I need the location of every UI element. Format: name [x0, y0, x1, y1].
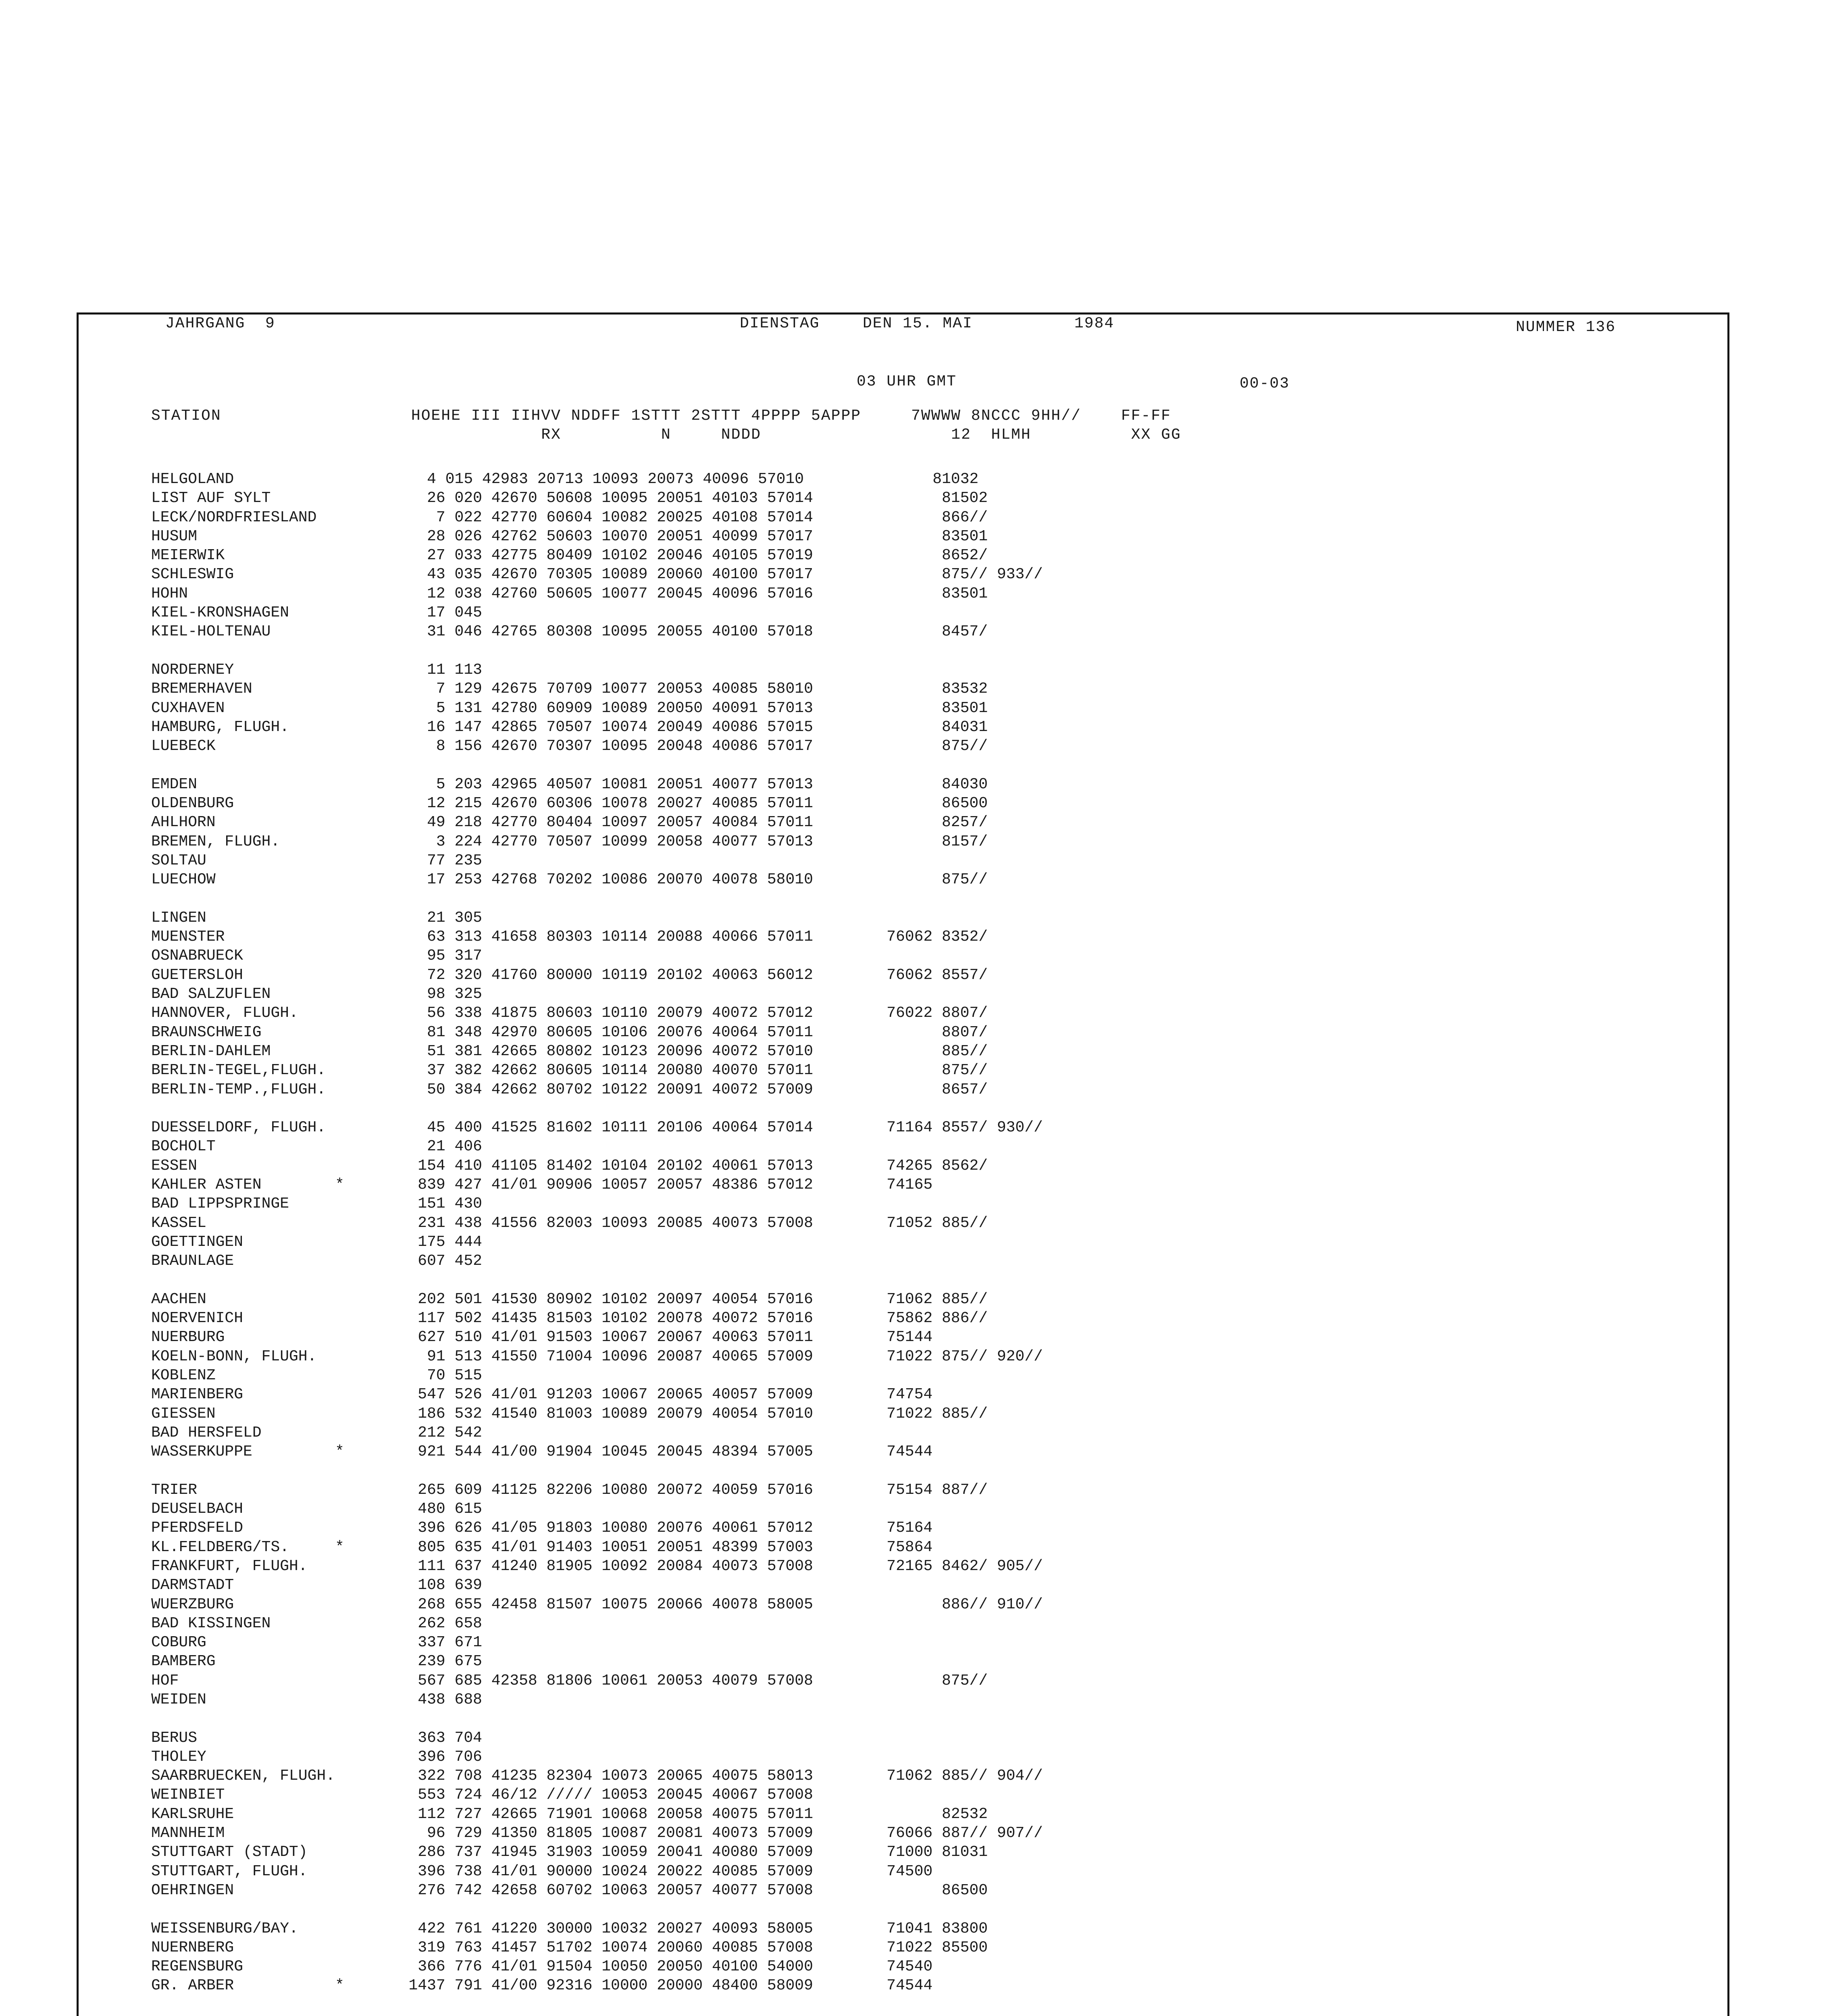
group-gap: [151, 889, 1043, 908]
station-row: WASSERKUPPE * 921 544 41/00 91904 10045 20045 48394 57005 74544: [151, 1443, 933, 1461]
station-row: LINGEN 21 305: [151, 909, 482, 927]
group-gap: [151, 1900, 1043, 1919]
station-row: BERLIN-TEGEL,FLUGH. 37 382 42662 80605 10114 20080 40070 57011 875//: [151, 1062, 988, 1079]
station-row: KIEL-KRONSHAGEN 17 045: [151, 604, 482, 622]
volume-label: JAHRGANG 9: [165, 315, 275, 332]
station-row: BREMERHAVEN 7 129 42675 70709 10077 20053 40085 58010 83532: [151, 680, 988, 698]
station-row: WUERZBURG 268 655 42458 81507 10075 20066 40078 58005 886// 910//: [151, 1595, 1043, 1613]
station-row: BAD SALZUFLEN 98 325: [151, 985, 482, 1003]
station-row: STUTTGART, FLUGH. 396 738 41/01 90000 10024 20022 40085 57009 74500: [151, 1862, 933, 1880]
station-row: AACHEN 202 501 41530 80902 10102 20097 40054 57016 71062 885//: [151, 1290, 988, 1308]
station-row: BAD HERSFELD 212 542: [151, 1424, 482, 1441]
station-row: COBURG 337 671: [151, 1634, 482, 1652]
station-row: BREMEN, FLUGH. 3 224 42770 70507 10099 20058 40077 57013 8157/: [151, 833, 988, 850]
station-row: TRIER 265 609 41125 82206 10080 20072 40059 57016 75154 887//: [151, 1481, 988, 1499]
station-table: [151, 470, 1043, 2016]
station-row: GUETERSLOH 72 320 41760 80000 10119 20102 40063 56012 76062 8557/: [151, 966, 988, 984]
station-row: DUESSELDORF, FLUGH. 45 400 41525 81602 10111 20106 40064 57014 71164 8557/ 930//: [151, 1119, 1043, 1137]
time-range: 00-03: [1240, 375, 1290, 392]
group-gap: [151, 1995, 1043, 2014]
group-gap: [151, 1099, 1043, 1118]
station-row: HUSUM 28 026 42762 50603 10070 20051 40099 57017 83501: [151, 527, 988, 545]
station-row: KOELN-BONN, FLUGH. 91 513 41550 71004 10096 20087 40065 57009 71022 875// 920//: [151, 1347, 1043, 1365]
station-row: NUERBURG 627 510 41/01 91503 10067 20067 40063 57011 75144: [151, 1329, 933, 1346]
issue-number: NUMMER 136: [1516, 319, 1616, 336]
station-row: KIEL-HOLTENAU 31 046 42765 80308 10095 20055 40100 57018 8457/: [151, 623, 988, 641]
station-row: NORDERNEY 11 113: [151, 661, 482, 679]
station-row: KOBLENZ 70 515: [151, 1366, 482, 1384]
station-row: MARIENBERG 547 526 41/01 91203 10067 20065 40057 57009 74754: [151, 1386, 933, 1404]
station-row: WEISSENBURG/BAY. 422 761 41220 30000 10032 20027 40093 58005 71041 83800: [151, 1920, 988, 1937]
station-row: LIST AUF SYLT 26 020 42670 50608 10095 20051 40103 57014 81502: [151, 489, 988, 507]
station-row: CUXHAVEN 5 131 42780 60909 10089 20050 40091 57013 83501: [151, 699, 988, 717]
station-row: LUEBECK 8 156 42670 70307 10095 20048 40086 57017 875//: [151, 737, 988, 755]
station-row: AHLHORN 49 218 42770 80404 10097 20057 40084 57011 8257/: [151, 814, 988, 831]
station-row: GOETTINGEN 175 444: [151, 1233, 482, 1251]
station-row: EMDEN 5 203 42965 40507 10081 20051 40077 57013 84030: [151, 775, 988, 793]
station-row: STUTTGART (STADT) 286 737 41945 31903 10059 20041 40080 57009 71000 81031: [151, 1843, 988, 1861]
group-gap: [151, 1270, 1043, 1289]
group-gap: [151, 641, 1043, 660]
group-gap: [151, 1709, 1043, 1728]
station-row: LECK/NORDFRIESLAND 7 022 42770 60604 10082 20025 40108 57014 866//: [151, 508, 988, 526]
station-row: BRAUNLAGE 607 452: [151, 1252, 482, 1270]
station-row: HOHN 12 038 42760 50605 10077 20045 40096 57016 83501: [151, 585, 988, 602]
date-label: DEN 15. MAI: [863, 315, 973, 332]
station-row: WEIDEN 438 688: [151, 1691, 482, 1708]
station-row: BERLIN-DAHLEM 51 381 42665 80802 10123 20096 40072 57010 885//: [151, 1042, 988, 1060]
station-row: DEUSELBACH 480 615: [151, 1500, 482, 1518]
station-row: NOERVENICH 117 502 41435 81503 10102 20078 40072 57016 75862 886//: [151, 1310, 988, 1327]
station-row: HELGOLAND 4 015 42983 20713 10093 20073 40096 57010 81032: [151, 471, 979, 488]
station-row: MEIERWIK 27 033 42775 80409 10102 20046 40105 57019 8652/: [151, 547, 988, 564]
station-row: HAMBURG, FLUGH. 16 147 42865 70507 10074 20049 40086 57015 84031: [151, 718, 988, 736]
station-row: DARMSTADT 108 639: [151, 1577, 482, 1594]
station-row: BRAUNSCHWEIG 81 348 42970 80605 10106 20076 40064 57011 8807/: [151, 1023, 988, 1041]
station-row: SOLTAU 77 235: [151, 852, 482, 869]
station-row: [151, 2014, 1043, 2016]
station-row: OSNABRUECK 95 317: [151, 947, 482, 965]
weather-report-sheet: [77, 312, 1729, 2016]
group-gap: [151, 1461, 1043, 1480]
station-row: THOLEY 396 706: [151, 1748, 482, 1766]
station-row: BERUS 363 704: [151, 1729, 482, 1747]
weekday-label: DIENSTAG: [740, 315, 820, 332]
station-row: KARLSRUHE 112 727 42665 71901 10068 20058 40075 57011 82532: [151, 1805, 988, 1823]
station-row: NUERNBERG 319 763 41457 51702 10074 20060 40085 57008 71022 85500: [151, 1939, 988, 1956]
column-header-line-1: STATION HOEHE III IIHVV NDDFF 1STTT 2STTT 4PPPP 5APPP 7WWWW 8NCCC 9HH// FF-FF: [151, 407, 1171, 425]
station-row: HANNOVER, FLUGH. 56 338 41875 80603 10110 20079 40072 57012 76022 8807/: [151, 1004, 988, 1022]
column-header-line-2: RX N NDDD 12 HLMH XX GG: [151, 426, 1181, 444]
station-row: SCHLESWIG 43 035 42670 70305 10089 20060 40100 57017 875// 933//: [151, 566, 1043, 583]
station-row: MUENSTER 63 313 41658 80303 10114 20088 40066 57011 76062 8352/: [151, 928, 988, 946]
station-row: SAARBRUECKEN, FLUGH. 322 708 41235 82304 10073 20065 40075 58013 71062 885// 904//: [151, 1767, 1043, 1785]
station-row: GIESSEN 186 532 41540 81003 10089 20079 40054 57010 71022 885//: [151, 1405, 988, 1422]
station-row: BOCHOLT 21 406: [151, 1138, 482, 1156]
station-row: GR. ARBER * 1437 791 41/00 92316 10000 20000 48400 58009 74544: [151, 1977, 933, 1995]
station-row: KAHLER ASTEN * 839 427 41/01 90906 10057 20057 48386 57012 74165: [151, 1176, 933, 1193]
station-row: ESSEN 154 410 41105 81402 10104 20102 40061 57013 74265 8562/: [151, 1157, 988, 1175]
station-row: PFERDSFELD 396 626 41/05 91803 10080 20076 40061 57012 75164: [151, 1519, 933, 1537]
station-row: REGENSBURG 366 776 41/01 91504 10050 20050 40100 54000 74540: [151, 1958, 933, 1976]
station-row: WEINBIET 553 724 46/12 ///// 10053 20045 40067 57008: [151, 1786, 813, 1804]
station-row: FRANKFURT, FLUGH. 111 637 41240 81905 10092 20084 40073 57008 72165 8462/ 905//: [151, 1557, 1043, 1575]
year-label: 1984: [1074, 315, 1115, 332]
station-row: MANNHEIM 96 729 41350 81805 10087 20081 40073 57009 76066 887// 907//: [151, 1824, 1043, 1842]
station-row: KASSEL 231 438 41556 82003 10093 20085 40073 57008 71052 885//: [151, 1214, 988, 1232]
station-row: BAD KISSINGEN 262 658: [151, 1614, 482, 1632]
station-row: OEHRINGEN 276 742 42658 60702 10063 20057 40077 57008 86500: [151, 1881, 988, 1899]
observation-time: 03 UHR GMT: [857, 373, 957, 390]
station-row: BAMBERG 239 675: [151, 1653, 482, 1670]
station-row: KL.FELDBERG/TS. * 805 635 41/01 91403 10051 20051 48399 57003 75864: [151, 1538, 933, 1556]
station-row: BERLIN-TEMP.,FLUGH. 50 384 42662 80702 10122 20091 40072 57009 8657/: [151, 1081, 988, 1098]
station-row: LUECHOW 17 253 42768 70202 10086 20070 40078 58010 875//: [151, 871, 988, 889]
station-row: BAD LIPPSPRINGE 151 430: [151, 1195, 482, 1213]
station-row: HOF 567 685 42358 81806 10061 20053 40079 57008 875//: [151, 1672, 988, 1689]
group-gap: [151, 756, 1043, 775]
station-row: OLDENBURG 12 215 42670 60306 10078 20027 40085 57011 86500: [151, 795, 988, 812]
